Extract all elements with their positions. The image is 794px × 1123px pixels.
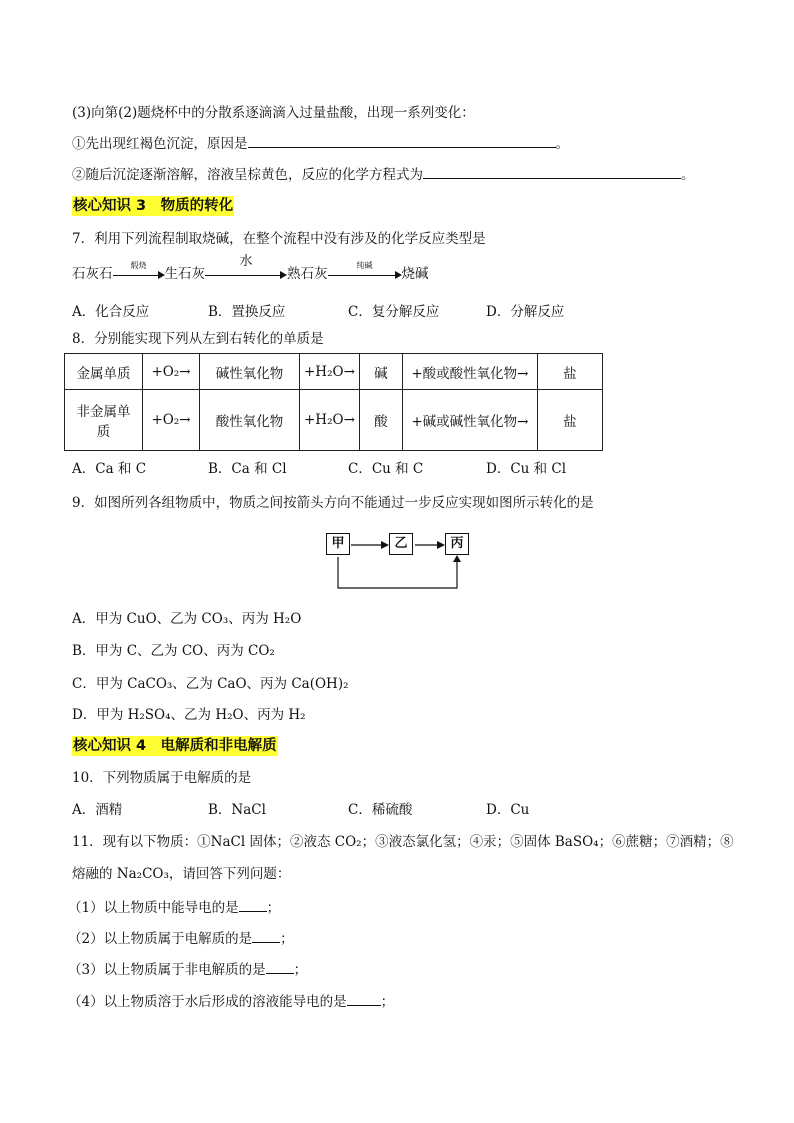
q11-part4: （4）以上物质溶于水后形成的溶液能导电的是 ； bbox=[68, 994, 395, 1010]
node-jia: 甲 bbox=[326, 533, 350, 555]
process-flow bbox=[72, 253, 429, 283]
answer-blank[interactable] bbox=[423, 166, 681, 179]
q11-part2: （2）以上物质属于电解质的是 ； bbox=[68, 931, 294, 947]
option-c[interactable]: C．复分解反应 bbox=[348, 304, 440, 320]
question-10: 10．下列物质属于电解质的是 bbox=[72, 770, 252, 786]
arrow-icon: 水 bbox=[205, 267, 287, 283]
question-9: 9．如图所列各组物质中，物质之间按箭头方向不能通过一步反应实现如图所示转化的是 bbox=[72, 495, 594, 511]
q3-part2: ②随后沉淀逐渐溶解，溶液呈棕黄色，反应的化学方程式为 。 bbox=[72, 167, 695, 183]
option-d[interactable]: D．甲为 H₂SO₄、乙为 H₂O、丙为 H₂ bbox=[72, 707, 306, 723]
answer-blank[interactable] bbox=[252, 930, 280, 943]
conversion-table bbox=[64, 353, 603, 451]
table-row: 金属单质 +O₂→ 碱性氧化物 +H₂O→ 碱 +酸或酸性氧化物→ 盐 bbox=[65, 354, 603, 390]
option-b[interactable]: B．置换反应 bbox=[208, 304, 286, 320]
option-a[interactable]: A．甲为 CuO、乙为 CO₃、丙为 H₂O bbox=[72, 611, 302, 627]
node-bing: 丙 bbox=[445, 533, 469, 555]
question-11-cont: 熔融的 Na₂CO₃，请回答下列问题： bbox=[72, 866, 291, 882]
flow-substance: 生石灰 bbox=[164, 266, 205, 282]
section-heading-3: 核心知识 3 物质的转化 bbox=[73, 198, 234, 214]
option-d[interactable]: D．Cu 和 Cl bbox=[486, 461, 567, 477]
answer-blank[interactable] bbox=[239, 899, 267, 912]
answer-blank[interactable] bbox=[248, 135, 556, 148]
section-heading-4: 核心知识 4 电解质和非电解质 bbox=[73, 738, 277, 754]
flow-substance: 熟石灰 bbox=[287, 266, 328, 282]
flow-substance: 烧碱 bbox=[401, 266, 429, 282]
option-b[interactable]: B．Ca 和 Cl bbox=[208, 461, 287, 477]
q3-intro: (3)向第(2)题烧杯中的分散系逐滴滴入过量盐酸，出现一系列变化： bbox=[72, 105, 475, 121]
option-c[interactable]: C．稀硫酸 bbox=[348, 802, 413, 818]
option-a[interactable]: A．Ca 和 C bbox=[72, 461, 147, 477]
option-d[interactable]: D．分解反应 bbox=[486, 304, 565, 320]
arrow-icon: 煅烧 bbox=[113, 267, 165, 283]
arrow-icon: 纯碱 bbox=[328, 267, 402, 283]
question-8: 8．分别能实现下列从左到右转化的单质是 bbox=[72, 331, 324, 347]
option-a[interactable]: A．化合反应 bbox=[72, 304, 150, 320]
question-7: 7．利用下列流程制取烧碱，在整个流程中没有涉及的化学反应类型是 bbox=[72, 231, 486, 247]
option-c[interactable]: C．Cu 和 C bbox=[348, 461, 424, 477]
q11-part3: （3）以上物质属于非电解质的是 ； bbox=[68, 962, 308, 978]
option-a[interactable]: A．酒精 bbox=[72, 802, 123, 818]
table-row: 非金属单 质 +O₂→ 酸性氧化物 +H₂O→ 酸 +碱或碱性氧化物→ 盐 bbox=[65, 390, 603, 451]
option-b[interactable]: B．NaCl bbox=[208, 802, 266, 818]
question-11: 11．现有以下物质：①NaCl 固体；②液态 CO₂；③液态氯化氢；④汞；⑤固体 BaSO₄；⑥蔗糖；⑦酒精；⑧ bbox=[72, 834, 734, 850]
flow-substance: 石灰石 bbox=[72, 266, 113, 282]
answer-blank[interactable] bbox=[266, 961, 294, 974]
option-c[interactable]: C．甲为 CaCO₃、乙为 CaO、丙为 Ca(OH)₂ bbox=[72, 676, 349, 692]
option-d[interactable]: D．Cu bbox=[486, 802, 530, 818]
q11-part1: （1）以上物质中能导电的是 ； bbox=[68, 900, 281, 916]
option-b[interactable]: B．甲为 C、乙为 CO、丙为 CO₂ bbox=[72, 643, 275, 659]
node-yi: 乙 bbox=[389, 533, 413, 555]
answer-blank[interactable] bbox=[347, 993, 381, 1006]
q3-part1: ①先出现红褐色沉淀，原因是 。 bbox=[72, 136, 569, 152]
